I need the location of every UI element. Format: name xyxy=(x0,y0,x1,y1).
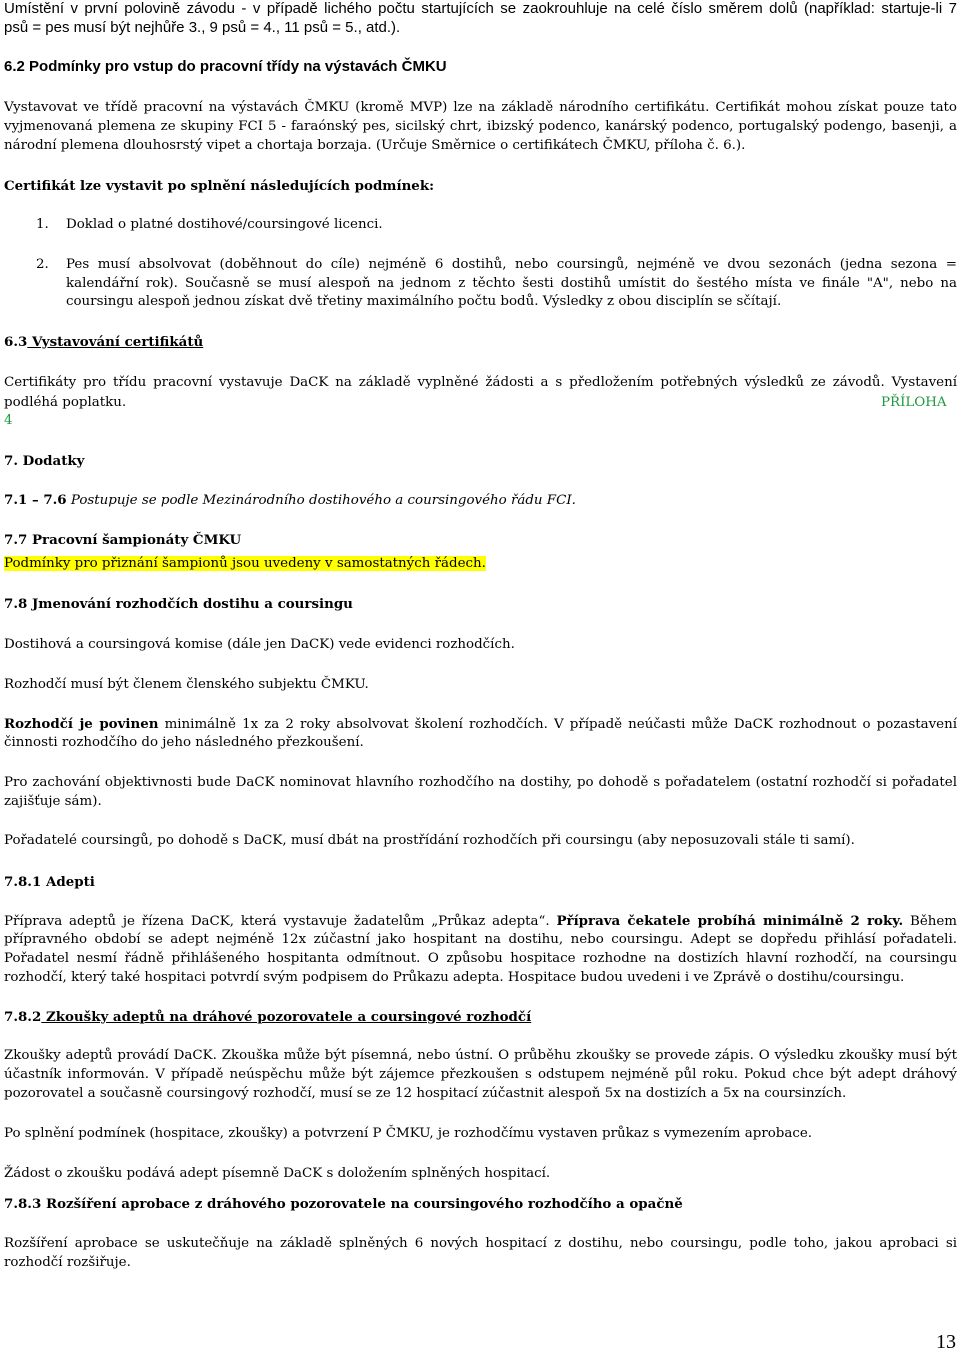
section-number: 6.2 xyxy=(4,58,25,75)
section-7-1-7-6-line xyxy=(4,491,576,510)
section-number: 7.1 xyxy=(4,492,28,508)
section-6-2-heading xyxy=(4,58,447,76)
section-number: 7.6 xyxy=(43,492,67,508)
section-7-7-heading xyxy=(4,531,241,549)
section-number: 7.8 xyxy=(4,596,28,612)
s7-8-2-paragraph-line: účastník informován. V případě neúspěchu může být zájemce přezkoušen s odstupem nejméně půl roku. Pokud chce být adept dráhový xyxy=(4,1067,957,1082)
highlight-text: Podmínky pro přiznání šampionů jsou uvedeny v samostatných řádech. xyxy=(4,556,486,571)
s7-8-paragraph-line: zajišťuje sám). xyxy=(4,794,102,809)
s7-8-1-paragraph-line: rozhodčí, který také hospitaci potvrdí svým podpisem do Průkazu adepta. Hospitace budou uvedeni i ve Zprávě o dostihu/coursingu. xyxy=(4,970,905,985)
section-7-8-1-heading xyxy=(4,873,95,891)
s7-8-paragraph-line: činnosti rozhodčího do jeho následného přezkoušení. xyxy=(4,735,364,750)
bold-phrase: Příprava čekatele probíhá minimálně 2 roky. xyxy=(556,913,904,929)
list-item-number: 2. xyxy=(36,257,49,272)
conditions-heading: Certifikát lze vystavit po splnění následujících podmínek: xyxy=(4,178,435,194)
s7-8-2-paragraph: Žádost o zkoušku podává adept písemně DaCK s doložením splněných hospitací. xyxy=(4,1166,551,1181)
section-number: 7.7 xyxy=(4,532,28,548)
s7-8-paragraph: Pořadatelé coursingů, po dohodě s DaCK, musí dbát na prostřídání rozhodčích při coursingu (aby neposuzovali stále ti samí). xyxy=(4,833,855,848)
bold-phrase: Rozhodčí je povinen xyxy=(4,716,159,732)
section-7-8-3-heading xyxy=(4,1195,683,1213)
section-title: Zkoušky adeptů na dráhové pozorovatele a coursingové rozhodčí xyxy=(41,1009,532,1025)
paragraph-text: Během xyxy=(903,914,957,929)
s7-8-paragraph-line xyxy=(4,715,957,734)
section-title: Rozšíření aprobace z dráhového pozorovatele na coursingového rozhodčího a opačně xyxy=(41,1196,683,1212)
s7-8-3-paragraph-line: Rozšíření aprobace se uskutečňuje na základě splněných 6 nových hospitací z dostihu, nebo coursingu, podle toho, jakou aprobaci si xyxy=(4,1236,957,1251)
list-item-text: coursingu alespoň jednou získat dvě třetiny maximálního počtu bodů. Výsledky z obou disciplín se sčítají. xyxy=(66,294,782,309)
s6-2-paragraph-line: Vystavovat ve třídě pracovní na výstavách ČMKU (kromě MVP) lze na základě národního certifikátu. Certifikát mohou získat pouze tato xyxy=(4,100,957,115)
section-number: 7.8.1 xyxy=(4,874,42,890)
s7-8-paragraph-line: Pro zachování objektivnosti bude DaCK nominovat hlavního rozhodčího na dostihy, po dohodě s pořadatelem (ostatní rozhodčí si pořadatel xyxy=(4,775,957,790)
s7-8-2-paragraph-line: pozorovatel a současně coursingový rozhodčí, musí se ze 12 hospitací zúčastnit alespoň 5x na dostizích a 5x na coursinzích. xyxy=(4,1086,847,1101)
s7-8-2-paragraph-line: Zkoušky adeptů provádí DaCK. Zkouška může být písemná, nebo ústní. O průběhu zkoušky se provede zápis. O výsledku zkoušky musí být xyxy=(4,1048,957,1063)
intro-line-2: psů = pes musí být nejhůře 3., 9 psů = 4., 11 psů = 5., atd.). xyxy=(4,19,401,36)
s6-2-paragraph-line: národní plemena dlouhosrstý vipet a chortaja borzaja. (Určuje Směrnice o certifikátech ČMKU, příloha č. 6.). xyxy=(4,138,746,153)
list-item-number: 1. xyxy=(36,217,49,232)
section-number: 7.8.3 xyxy=(4,1196,42,1212)
appendix-link-number[interactable]: 4 xyxy=(4,413,13,428)
section-6-3-heading xyxy=(4,333,203,351)
s7-8-1-paragraph-line: Pořadatel nesmí řádně přihlášeného hospitanta odmítnout. O způsobu hospitace rozhodne na dostizích hlavní rozhodčí, na coursingu xyxy=(4,951,957,966)
s7-8-1-paragraph-line xyxy=(4,912,957,931)
section-title: Podmínky pro vstup do pracovní třídy na výstavách ČMKU xyxy=(24,58,447,75)
s7-8-paragraph: Rozhodčí musí být členem členského subjektu ČMKU. xyxy=(4,677,369,692)
highlighted-note xyxy=(4,555,486,573)
section-title: Jmenování rozhodčích dostihu a coursingu xyxy=(27,596,353,612)
page-number: 13 xyxy=(936,1331,956,1353)
section-title: Pracovní šampionáty ČMKU xyxy=(27,532,242,548)
section-number: 6.3 xyxy=(4,334,28,350)
list-item-text: Doklad o platné dostihové/coursingové licenci. xyxy=(66,217,383,232)
s7-8-2-paragraph: Po splnění podmínek (hospitace, zkoušky) a potvrzení P ČMKU, je rozhodčímu vystaven průkaz s vymezením aprobace. xyxy=(4,1126,813,1141)
s6-3-paragraph-line: podléhá poplatku. xyxy=(4,395,127,410)
paragraph-text: minimálně 1x za 2 roky absolvovat školení rozhodčích. V případě neúčasti může DaCK rozhodnout o pozastavení xyxy=(158,717,957,732)
range-separator: – xyxy=(27,492,44,508)
intro-line-1: Umístění v první polovině závodu - v případě lichého počtu startujících se zaokrouhluje na celé číslo směrem dolů (například: startuje-li 7 xyxy=(4,0,957,17)
section-title: Vystavování certifikátů xyxy=(27,334,204,350)
list-item-text: kalendářní rok). Současně se musí alespoň na jednom z těchto šesti dostihů umístit do šestého místa ve finále "A", nebo na xyxy=(66,276,957,291)
s6-3-paragraph-line: Certifikáty pro třídu pracovní vystavuje DaCK na základě vyplněné žádosti a s předložením potřebných výsledků ze závodů. Vystavení xyxy=(4,375,957,390)
section-text: Postupuje se podle Mezinárodního dostihového a coursingového řádu FCI. xyxy=(66,493,576,508)
s7-8-3-paragraph-line: rozhodčí rozšiřuje. xyxy=(4,1255,131,1270)
section-7-heading: 7. Dodatky xyxy=(4,453,85,469)
s7-8-1-paragraph-line: přípravného období se adept nejméně 12x zúčastní jako hospitant na dostihu, nebo coursingu. Adept se dopředu přihlásí pořadateli. xyxy=(4,932,957,947)
section-number: 7.8.2 xyxy=(4,1009,42,1025)
paragraph-text: Příprava adeptů je řízena DaCK, která vystavuje žadatelům „Průkaz adepta“. xyxy=(4,914,557,929)
list-item-text: Pes musí absolvovat (doběhnout do cíle) nejméně 6 dostihů, nebo coursingů, nejméně ve dvou sezonách (jedna sezona = xyxy=(66,257,957,272)
section-7-8-2-heading xyxy=(4,1008,531,1026)
appendix-link[interactable]: PŘÍLOHA xyxy=(881,395,947,410)
section-title: Adepti xyxy=(41,874,95,890)
s7-8-paragraph: Dostihová a coursingová komise (dále jen DaCK) vede evidenci rozhodčích. xyxy=(4,637,515,652)
section-7-8-heading xyxy=(4,595,353,613)
s6-2-paragraph-line: vyjmenovaná plemena ze skupiny FCI 5 - faraónský pes, sicilský chrt, ibizský podenco, kanárský podenco, portugalský podengo, basenji, a xyxy=(4,119,957,134)
